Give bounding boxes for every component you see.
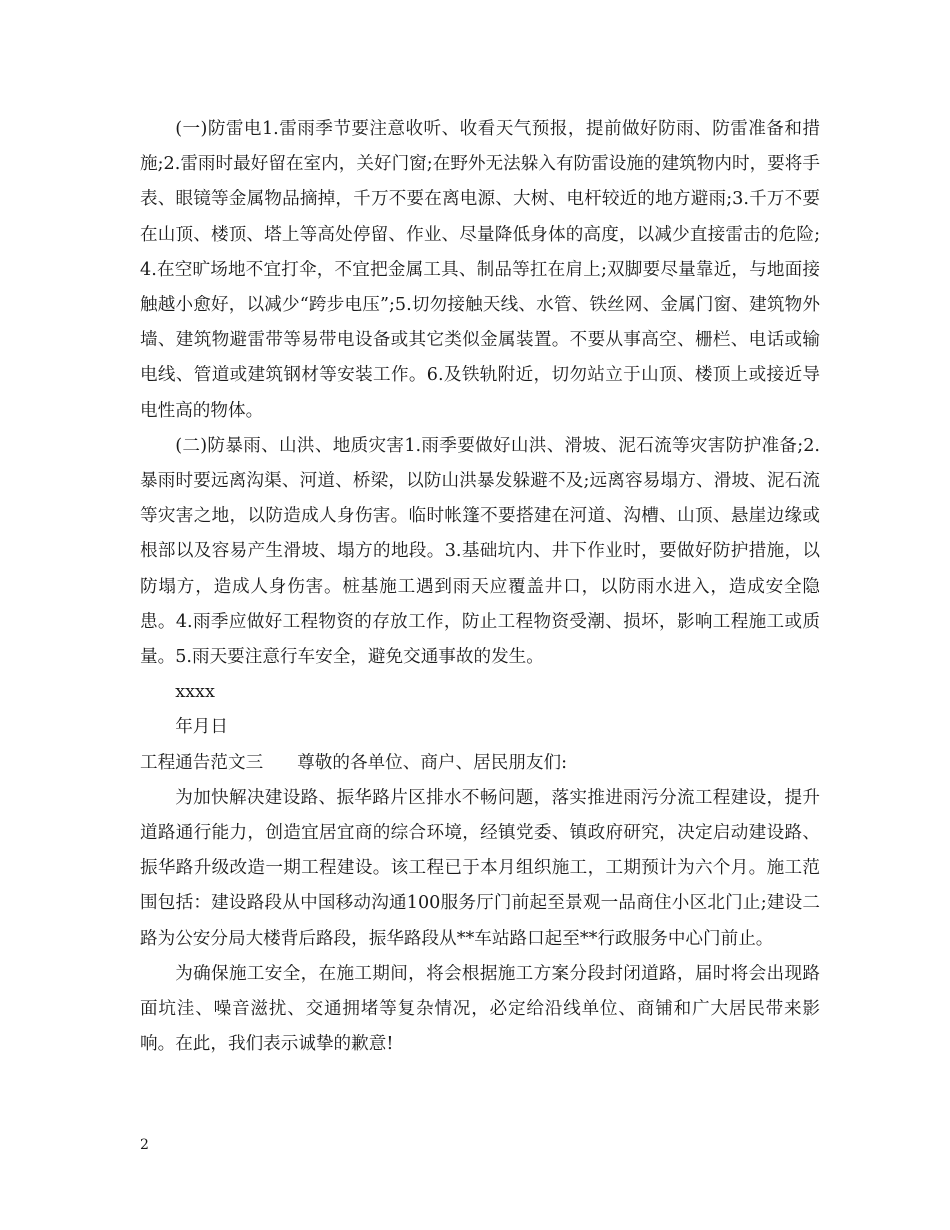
- date-line: 年月日: [175, 717, 228, 738]
- signature: xxxx: [175, 682, 215, 703]
- paragraph-lightning-protection: (一)防雷电1.雷雨季节要注意收听、收看天气预报，提前做好防雨、防雷准备和措施;2.雷雨时最好留在室内，关好门窗;在野外无法躲入有防雷设施的建筑物内时，要将手表、眼镜等金属物品摘掉，千万不要在离电源、大树、电杆较近的地方避雨;3.千万不要在山顶、楼顶、塔上等高处停留、作业、尽量降低身体的高度，以减少直接雷击的危险;4.在空旷场地不宜打伞，不宜把金属工具、制品等扛在肩上;双脚要尽量靠近，与地面接触越小愈好，以减少“跨步电压”;5.切勿接触天线、水管、铁丝网、金属门窗、建筑物外墙、建筑物避雷带等易带电设备或其它类似金属装置。不要从事高空、栅栏、电话或输电线、管道或建筑钢材等安装工作。6.及铁轨附近，切勿站立于山顶、楼顶上或接近导电性高的物体。: [140, 119, 820, 421]
- salutation: 尊敬的各单位、商户、居民朋友们:: [297, 752, 568, 773]
- section-title: 工程通告范文三: [140, 752, 264, 773]
- section-heading-line: [140, 746, 820, 781]
- paragraph-rainstorm-protection: (二)防暴雨、山洪、地质灾害1.雨季要做好山洪、滑坡、泥石流等灾害防护准备;2.暴雨时要远离沟渠、河道、桥梁，以防山洪暴发躲避不及;远离容易塌方、滑坡、泥石流等灾害之地，以防造成人身伤害。临时帐篷不要搭建在河道、沟槽、山顶、悬崖边缘或根部以及容易产生滑坡、塌方的地段。3.基础坑内、井下作业时，要做好防护措施，以防塌方，造成人身伤害。桩基施工遇到雨天应覆盖井口，以防雨水进入，造成安全隐患。4.雨季应做好工程物资的存放工作，防止工程物资受潮、损坏，影响工程施工或质量。5.雨天要注意行车安全，避免交通事故的发生。: [140, 435, 820, 668]
- paragraph-apology: 为确保施工安全，在施工期间，将会根据施工方案分段封闭道路，届时将会出现路面坑洼、噪音滋扰、交通拥堵等复杂情况，必定给沿线单位、商铺和广大居民带来影响。在此，我们表示诚挚的歉意!: [140, 963, 820, 1055]
- document-body: [140, 112, 820, 1062]
- paragraph-project-notice: 为加快解决建设路、振华路片区排水不畅问题，落实推进雨污分流工程建设，提升道路通行能力，创造宜居宜商的综合环境，经镇党委、镇政府研究，决定启动建设路、振华路升级改造一期工程建设。该工程已于本月组织施工，工期预计为六个月。施工范围包括：建设路段从中国移动沟通100服务厅门前起至景观一品商住小区北门止;建设二路为公安分局大楼背后路段，振华路段从**车站路口起至**行政服务中心门前止。: [140, 787, 820, 949]
- page-number: 2: [140, 1137, 149, 1153]
